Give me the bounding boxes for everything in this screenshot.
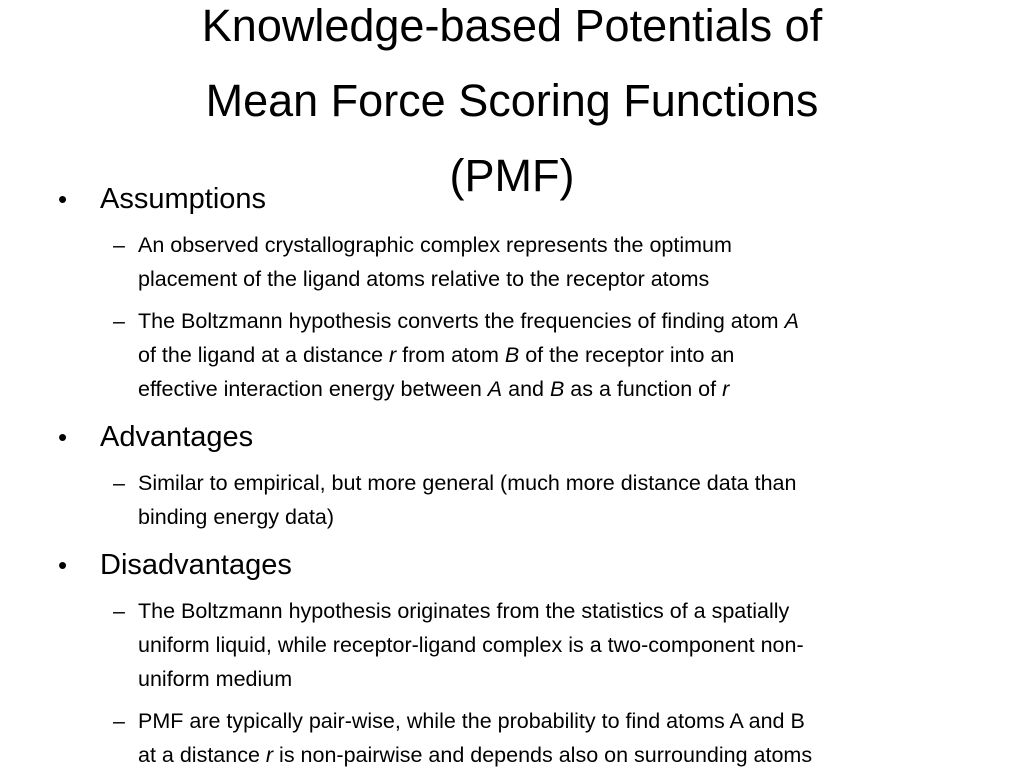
title-line-2: Mean Force Scoring Functions <box>205 75 819 126</box>
assumption-item-2 <box>113 304 799 406</box>
assumption-1-line-1: An observed crystallographic complex represents the optimum <box>138 233 732 257</box>
disadvantage-1-line-3: uniform medium <box>138 667 293 691</box>
text-segment: effective interaction energy between <box>138 377 488 401</box>
dash-icon: – <box>113 599 125 623</box>
disadvantage-1-line-2: uniform liquid, while receptor-ligand complex is a two-component non- <box>138 633 804 657</box>
disadvantage-2-line-2 <box>138 738 812 772</box>
dash-icon: – <box>113 233 125 257</box>
disadvantage-1-line-1: The Boltzmann hypothesis originates from the statistics of a spatially <box>138 599 790 623</box>
assumption-item-1 <box>113 228 732 296</box>
assumption-2-line-2 <box>138 338 799 372</box>
bullet-icon: • <box>58 184 68 214</box>
disadvantage-2-line-1: PMF are typically pair-wise, while the probability to find atoms A and B <box>138 709 805 733</box>
advantage-1-line-2: binding energy data) <box>138 505 335 529</box>
text-segment: from atom <box>396 343 505 367</box>
variable-a: A <box>487 377 503 401</box>
text-segment: of the ligand at a distance <box>138 343 390 367</box>
assumptions-heading: Assumptions <box>100 183 267 215</box>
assumption-2-line-3 <box>138 372 799 406</box>
disadvantage-item-2 <box>113 704 813 772</box>
text-segment: of the receptor into an <box>519 343 735 367</box>
assumption-1-line-2: placement of the ligand atoms relative to the receptor atoms <box>138 267 710 291</box>
slide-title <box>60 0 964 213</box>
advantages-heading: Advantages <box>100 421 254 453</box>
bullet-icon: • <box>58 422 68 452</box>
bullet-disadvantages <box>58 548 292 582</box>
text-segment: as a function of <box>564 377 723 401</box>
variable-r: r <box>722 377 730 401</box>
variable-a: A <box>784 309 799 333</box>
title-line-3: (PMF) <box>449 150 575 201</box>
dash-icon: – <box>113 709 125 733</box>
variable-r: r <box>389 343 397 367</box>
variable-b: B <box>504 343 520 367</box>
text-segment: The Boltzmann hypothesis converts the frequencies of finding atom <box>138 309 785 333</box>
variable-r: r <box>265 743 274 767</box>
disadvantage-item-1 <box>113 594 804 696</box>
text-segment: is non-pairwise and depends also on surrounding atoms <box>273 743 813 767</box>
dash-icon: – <box>113 309 125 333</box>
title-line-1: Knowledge-based Potentials of <box>201 0 823 51</box>
advantage-1-line-1: Similar to empirical, but more general (much more distance data than <box>138 471 797 495</box>
bullet-icon: • <box>58 550 68 580</box>
disadvantages-heading: Disadvantages <box>100 549 292 581</box>
advantage-item-1 <box>113 466 797 534</box>
text-segment: and <box>502 377 550 401</box>
text-segment: at a distance <box>138 743 266 767</box>
assumption-2-line-1 <box>138 304 799 338</box>
dash-icon: – <box>113 471 125 495</box>
variable-b: B <box>549 377 565 401</box>
bullet-advantages <box>58 420 254 454</box>
